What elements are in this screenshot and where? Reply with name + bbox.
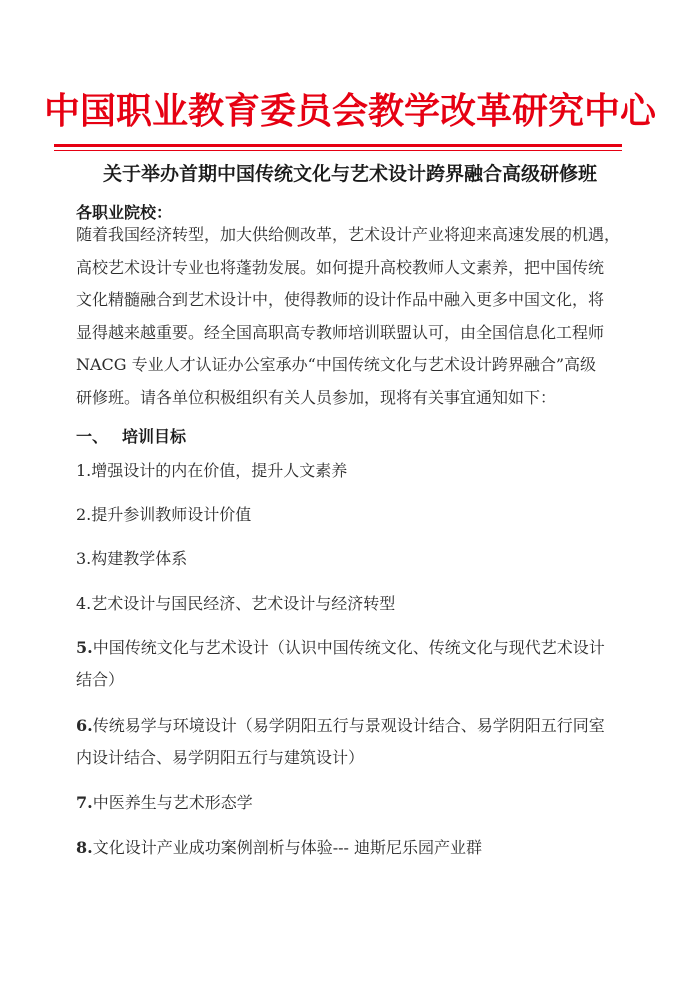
item-number: 2. (76, 504, 92, 524)
list-item-continuation: 结合） (76, 669, 125, 689)
item-text: 提升参训教师设计价值 (91, 504, 252, 524)
body-line: 随着我国经济转型，加大供给侧改革，艺术设计产业将迎来高速发展的机遇， (76, 225, 621, 244)
body-line: 高校艺术设计专业也将蓬勃发展。如何提升高校教师人文素养，把中国传统 (76, 257, 605, 277)
section-title: 培训目标 (122, 426, 187, 446)
list-item-continuation: 内设计结合、易学阴阳五行与建筑设计） (76, 747, 365, 767)
item-number: 1. (76, 460, 92, 480)
item-text: 文化设计产业成功案例剖析与体验--- 迪斯尼乐园产业群 (92, 837, 483, 857)
list-item (76, 461, 628, 481)
item-text: 传统易学与环境设计（易学阴阳五行与景观设计结合、易学阴阳五行同室 (92, 715, 605, 735)
list-item (76, 793, 628, 813)
item-text: 构建教学体系 (91, 548, 188, 568)
item-text: 中国传统文化与艺术设计（认识中国传统文化、传统文化与现代艺术设计 (92, 637, 605, 657)
body-line: 文化精髓融合到艺术设计中，使得教师的设计作品中融入更多中国文化，将 (76, 290, 605, 310)
document-title: 关于举办首期中国传统文化与艺术设计跨界融合高级研修班 (102, 163, 597, 185)
body-line: 显得越来越重要。经全国高职高专教师培训联盟认可，由全国信息化工程师 (76, 322, 605, 342)
section-number: 一、 (76, 426, 109, 446)
item-number: 8. (76, 837, 93, 857)
item-text: 艺术设计与国民经济、艺术设计与经济转型 (91, 593, 396, 613)
document-body (76, 201, 628, 858)
body-line: NACG 专业人才认证办公室承办“中国传统文化与艺术设计跨界融合”高级 (76, 355, 597, 375)
item-number: 6. (76, 715, 93, 735)
item-number: 5. (76, 637, 93, 657)
list-item (76, 505, 628, 525)
list-item (76, 838, 628, 858)
list-item (76, 594, 628, 614)
item-number: 3. (76, 548, 92, 568)
item-number: 7. (76, 792, 93, 812)
section-heading (76, 425, 628, 449)
list-item (76, 638, 628, 658)
body-line: 研修班。请各单位积极组织有关人员参加，现将有关事宜通知如下： (76, 387, 557, 407)
header-rule-thin (54, 150, 622, 151)
list-item (76, 549, 628, 569)
header-rule-thick (54, 144, 622, 147)
org-title: 中国职业教育委员会教学改革研究中心 (43, 91, 656, 132)
salutation: 各职业院校： (76, 203, 173, 222)
item-number: 4. (76, 593, 92, 613)
item-text: 中医养生与艺术形态学 (92, 792, 253, 812)
item-text: 增强设计的内在价值，提升人文素养 (91, 460, 348, 480)
list-item (76, 716, 628, 736)
